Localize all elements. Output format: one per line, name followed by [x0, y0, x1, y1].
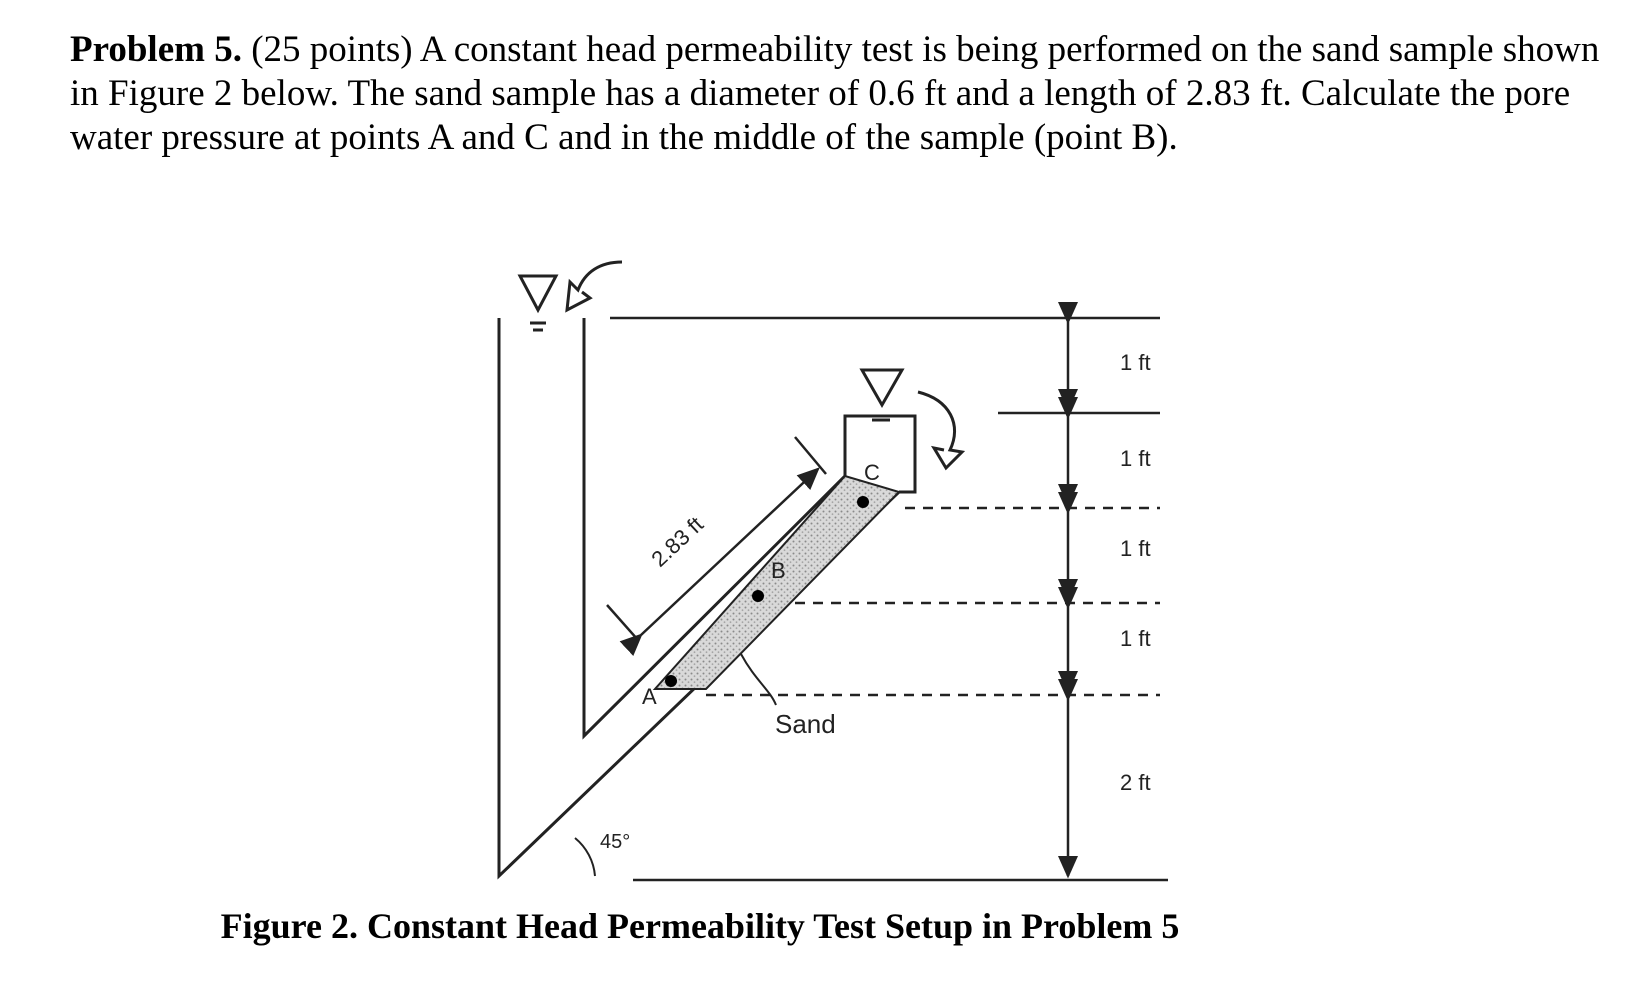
water-level-symbol-right [862, 370, 902, 420]
dimension-label-2: 1 ft [1120, 446, 1151, 471]
dimension-label-4: 1 ft [1120, 626, 1151, 651]
outflow-arrow-icon [918, 392, 962, 468]
reservoir-outer-wall [499, 318, 899, 876]
angle-label: 45° [600, 831, 631, 853]
dimension-label-3: 1 ft [1120, 536, 1151, 561]
point-a-label: A [642, 684, 657, 709]
sand-pointer-line [741, 654, 776, 705]
sample-length-label: 2.83 ft [646, 511, 709, 572]
sand-label: Sand [775, 709, 836, 739]
angle-arc [575, 838, 595, 876]
dimension-label-5: 2 ft [1120, 770, 1151, 795]
water-level-symbol-left [520, 276, 556, 330]
point-b-label: B [771, 558, 786, 583]
point-c-marker [857, 496, 869, 508]
problem-body: (25 points) A constant head permeability test is being performed on the sand sample shown in Figure 2 below. The sand sample has a diameter of 0.6 ft and a length of 2.83 ft. Calculate the pore water pressure at points A and C and in the middle of the sample (point B). [70, 29, 1600, 158]
dimension-label-1: 1 ft [1120, 350, 1151, 375]
inflow-arrow-icon [567, 262, 622, 310]
point-c-label: C [864, 460, 880, 485]
point-b-marker [752, 590, 764, 602]
problem-number: Problem 5. [70, 29, 242, 70]
point-a-marker [665, 675, 677, 687]
apparatus-walls [499, 318, 915, 876]
figure-caption: Figure 2. Constant Head Permeability Test Setup in Problem 5 [220, 906, 1180, 946]
